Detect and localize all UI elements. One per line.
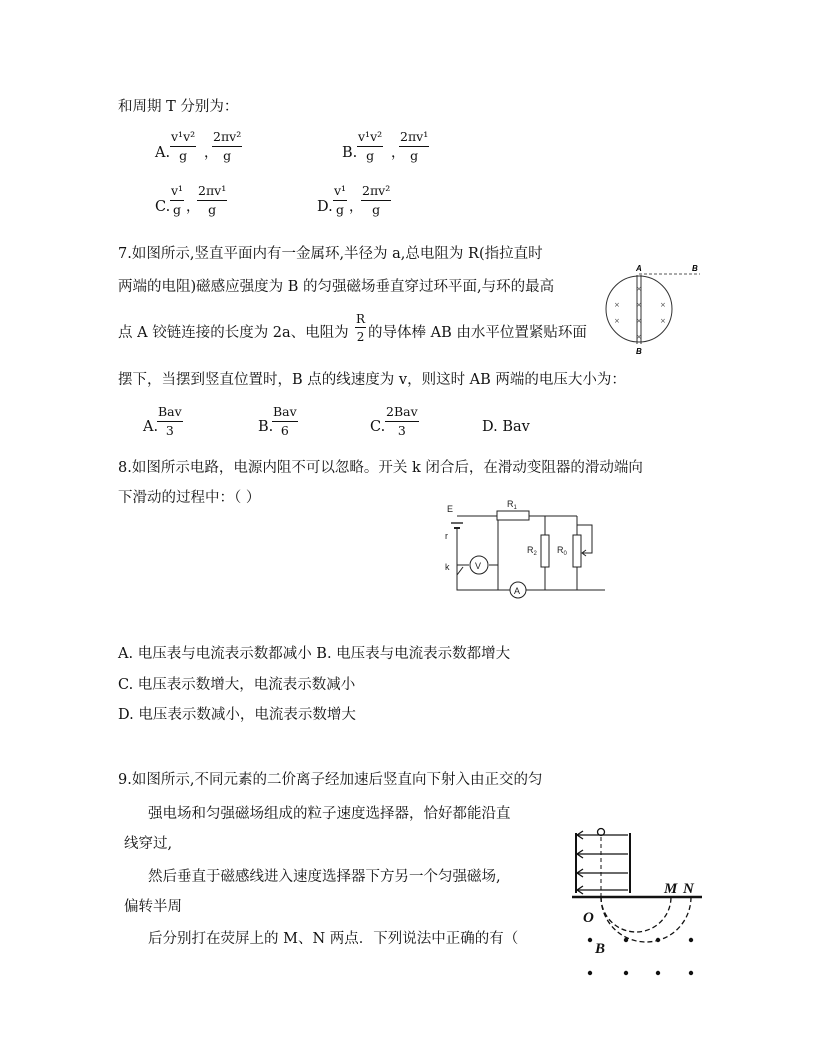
q7-field-cross: × [636, 317, 642, 325]
q7-figure-label-b-top: B [692, 264, 698, 273]
q7-figure-label-b-bottom: B [636, 347, 642, 356]
q6-option-b-letter: B. [342, 145, 358, 161]
q7-field-cross: × [636, 333, 642, 341]
intro-line: 和周期 T 分别为： [118, 99, 239, 115]
q9-figure-label-o: O [583, 910, 594, 926]
q7-field-cross: × [636, 285, 642, 293]
q9-figure-label-m: M [664, 881, 678, 897]
q6-option-b-fraction-2: $\frac{\text{2πv¹}}{g}$ [400, 129, 429, 163]
q9-line-2: 强电场和匀强磁场组成的粒子速度选择器，恰好都能沿直 [148, 806, 511, 822]
circuit-label-r1: $R_1$ [507, 499, 517, 511]
q9-figure-label-n: N [683, 881, 694, 897]
field-dot [624, 971, 628, 975]
q7-line-3b: 的导体棒 AB 由水平位置紧贴环面 [368, 325, 587, 341]
circuit-label-r2: $R_2$ [527, 545, 537, 557]
q7-field-cross: × [660, 317, 666, 325]
q7-field-cross: × [660, 301, 666, 309]
q8-option-c: C. 电压表示数增大，电流表示数减小 [118, 677, 356, 693]
q6-option-c-fraction-2: $\frac{\text{2πv¹}}{g}$ [198, 183, 227, 217]
field-dot [689, 971, 693, 975]
circuit-label-r: r [445, 531, 448, 541]
q6-option-d-letter: D. [317, 199, 333, 215]
field-dot [656, 938, 660, 942]
field-dot [689, 938, 693, 942]
q6-option-b-fraction-1: $\frac{\text{v¹v²}}{g}$ [358, 129, 383, 163]
q7-figure-label-a: A [636, 264, 642, 273]
q7-line-2: 两端的电阻)磁感应强度为 B 的匀强磁场垂直穿过环平面,与环的最高 [118, 279, 555, 295]
q8-option-ab: A. 电压表与电流表示数都减小 B. 电压表与电流表示数都增大 [118, 646, 511, 662]
q6-option-c-fraction-1: $\frac{\text{v¹}}{g}$ [171, 183, 184, 217]
q6-option-c-letter: C. [155, 199, 171, 215]
q7-line-3a: 点 A 铰链连接的长度为 2a、电阻为 [118, 325, 349, 341]
q7-line-3-fraction: $\frac{R}{2}$ [356, 312, 366, 344]
q9-figure-label-b: B [595, 941, 606, 957]
q8-circuit-diagram [440, 495, 610, 605]
q9-line-6: 后分别打在荧屏上的 M、N 两点．下列说法中正确的有（ [148, 931, 519, 947]
q9-velocity-selector-figure [572, 825, 702, 985]
q7-field-cross: × [614, 317, 620, 325]
field-dot [624, 938, 628, 942]
q8-option-d: D. 电压表示数减小，电流表示数增大 [118, 707, 356, 723]
q6-option-a-fraction-2: $\frac{\text{2πv²}}{g}$ [213, 129, 242, 163]
field-dot [588, 938, 592, 942]
q7-option-d: D. Bav [482, 419, 530, 435]
q7-field-cross: × [636, 301, 642, 309]
q7-field-cross: × [614, 301, 620, 309]
q6-option-d-fraction-1: $\frac{\text{v¹}}{g}$ [334, 183, 347, 217]
q9-line-1: 9.如图所示,不同元素的二价离子经加速后竖直向下射入由正交的匀 [118, 772, 543, 788]
q7-ring-figure [605, 263, 698, 358]
circuit-ammeter-label: A [514, 586, 521, 596]
q9-line-3: 线穿过, [124, 836, 173, 852]
q6-option-a-fraction-1: $\frac{\text{v¹v²}}{g}$ [171, 129, 196, 163]
q7-line-4: 摆下，当摆到竖直位置时，B 点的线速度为 v，则这时 AB 两端的电压大小为： [118, 372, 626, 388]
q9-line-5: 偏转半周 [124, 899, 182, 915]
q6-option-a-letter: A. [155, 145, 171, 161]
field-dot [588, 971, 592, 975]
q7-line-1: 7.如图所示,竖直平面内有一金属环,半径为 a,总电阻为 R(指拉直时 [118, 246, 543, 262]
q9-line-4: 然后垂直于磁感线进入速度选择器下方另一个匀强磁场, [148, 869, 501, 885]
circuit-voltmeter-label: V [475, 561, 482, 571]
q8-line-1: 8.如图所示电路，电源内阻不可以忽略。开关 k 闭合后，在滑动变阻器的滑动端向 [118, 460, 643, 476]
circuit-label-r0: $R_0$ [557, 545, 567, 557]
q8-line-2: 下滑动的过程中：（ ） [118, 490, 261, 506]
field-dot [656, 971, 660, 975]
circuit-label-e: E [447, 504, 454, 514]
circuit-label-k: k [445, 562, 450, 572]
q6-option-d-fraction-2: $\frac{\text{2πv²}}{g}$ [362, 183, 391, 217]
